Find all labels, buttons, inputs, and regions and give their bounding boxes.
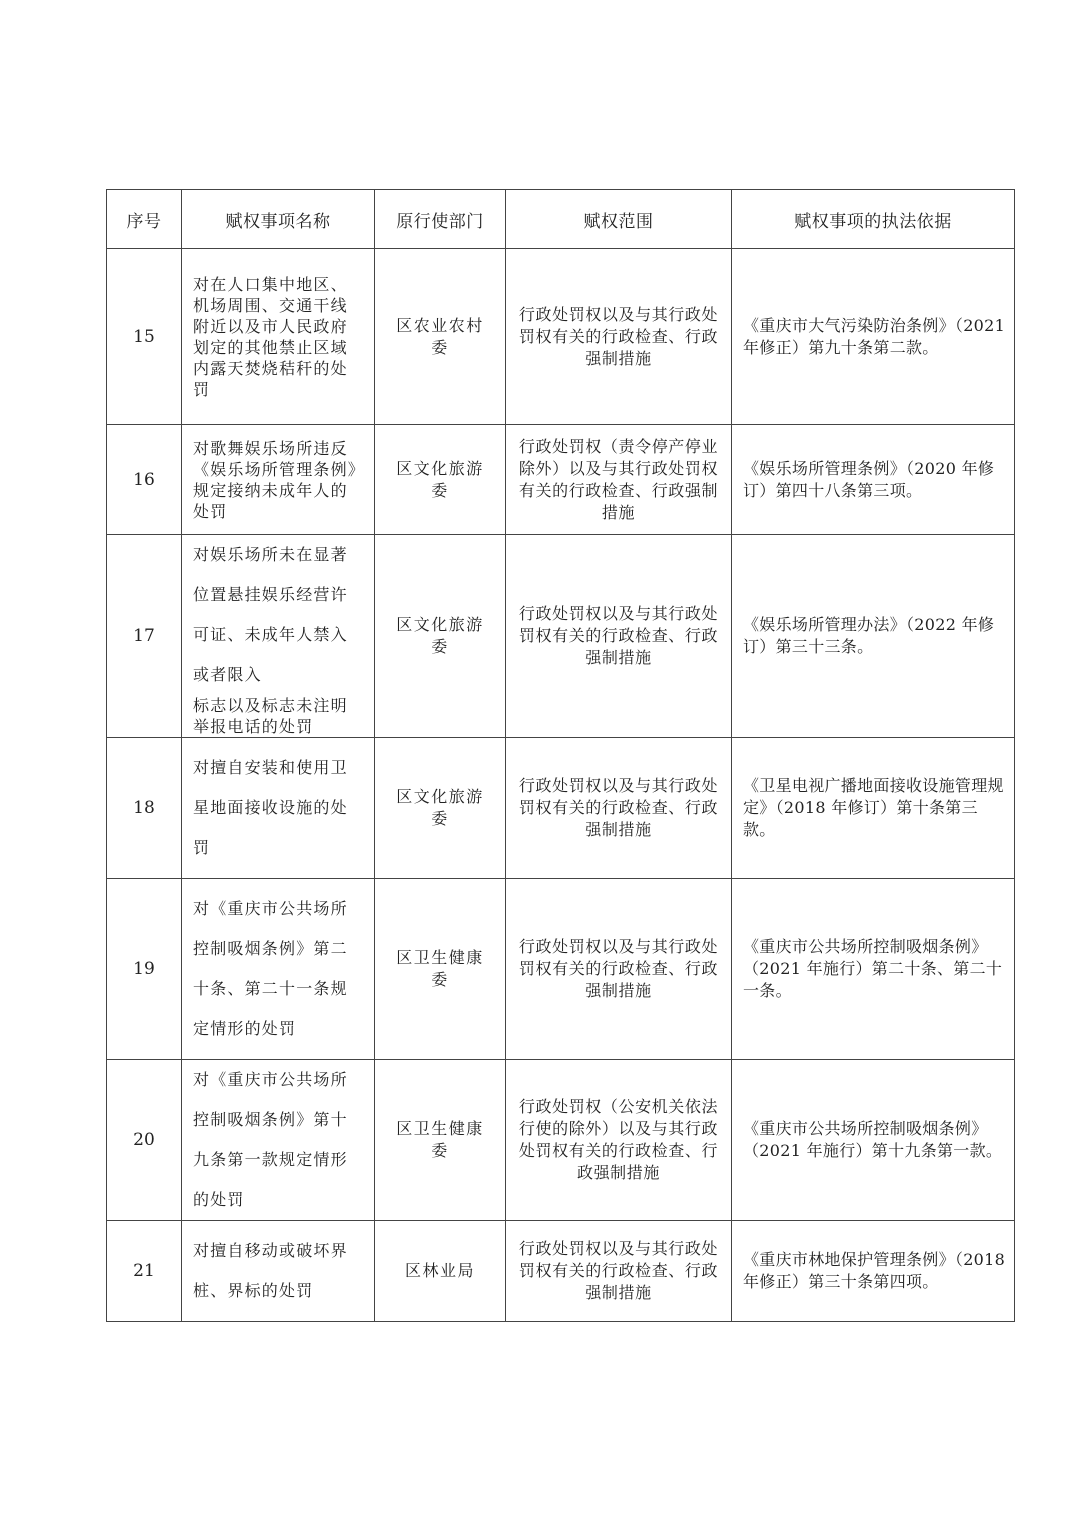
- original-department: 区文化旅游委: [375, 535, 506, 738]
- item-name: 对《重庆市公共场所控制吸烟条例》第二十条、第二十一条规定情形的处罚: [182, 879, 375, 1060]
- empowerment-scope: 行政处罚权（公安机关依法行使的除外）以及与其行政处罚权有关的行政检查、行政强制措施: [506, 1060, 732, 1221]
- header-basis: 赋权事项的执法依据: [732, 190, 1015, 249]
- empowerment-scope: 行政处罚权以及与其行政处罚权有关的行政检查、行政强制措施: [506, 1221, 732, 1322]
- original-department: 区卫生健康委: [375, 1060, 506, 1221]
- header-no: 序号: [107, 190, 182, 249]
- legal-basis: 《重庆市林地保护管理条例》（2018 年修正）第三十条第四项。: [732, 1221, 1015, 1322]
- original-department: 区文化旅游委: [375, 738, 506, 879]
- row-number: 18: [107, 738, 182, 879]
- empowerment-scope: 行政处罚权（责令停产停业除外）以及与其行政处罚权有关的行政检查、行政强制措施: [506, 425, 732, 535]
- empowerment-items-table: [106, 189, 1015, 1322]
- table-row: [107, 879, 1015, 1060]
- legal-basis: 《重庆市公共场所控制吸烟条例》（2021 年施行）第十九条第一款。: [732, 1060, 1015, 1221]
- row-number: 17: [107, 535, 182, 738]
- empowerment-scope: 行政处罚权以及与其行政处罚权有关的行政检查、行政强制措施: [506, 249, 732, 425]
- item-name: [182, 535, 375, 738]
- item-name: 对歌舞娱乐场所违反《娱乐场所管理条例》规定接纳未成年人的处罚: [182, 425, 375, 535]
- header-scope: 赋权范围: [506, 190, 732, 249]
- item-name: 对在人口集中地区、机场周围、交通干线附近以及市人民政府划定的其他禁止区域内露天焚烧秸秆的处罚: [182, 249, 375, 425]
- row-number: 16: [107, 425, 182, 535]
- legal-basis: 《娱乐场所管理条例》（2020 年修订）第四十八条第三项。: [732, 425, 1015, 535]
- legal-basis: 《卫星电视广播地面接收设施管理规定》（2018 年修订）第十条第三款。: [732, 738, 1015, 879]
- original-department: 区林业局: [375, 1221, 506, 1322]
- table-row: [107, 249, 1015, 425]
- header-name: 赋权事项名称: [182, 190, 375, 249]
- empowerment-scope: 行政处罚权以及与其行政处罚权有关的行政检查、行政强制措施: [506, 535, 732, 738]
- table-row: [107, 425, 1015, 535]
- legal-basis: 《娱乐场所管理办法》（2022 年修订）第三十三条。: [732, 535, 1015, 738]
- original-department: 区农业农村委: [375, 249, 506, 425]
- table-row: [107, 1221, 1015, 1322]
- item-name-part: 对娱乐场所未在显著位置悬挂娱乐经营许可证、未成年人禁入或者限入: [193, 545, 348, 684]
- row-number: 19: [107, 879, 182, 1060]
- table-row: [107, 738, 1015, 879]
- item-name: 对擅自移动或破坏界桩、界标的处罚: [182, 1221, 375, 1322]
- table-row: [107, 1060, 1015, 1221]
- row-number: 21: [107, 1221, 182, 1322]
- original-department: 区文化旅游委: [375, 425, 506, 535]
- empowerment-scope: 行政处罚权以及与其行政处罚权有关的行政检查、行政强制措施: [506, 738, 732, 879]
- empowerment-scope: 行政处罚权以及与其行政处罚权有关的行政检查、行政强制措施: [506, 879, 732, 1060]
- legal-basis: 《重庆市公共场所控制吸烟条例》（2021 年施行）第二十条、第二十一条。: [732, 879, 1015, 1060]
- item-name: 对擅自安装和使用卫星地面接收设施的处罚: [182, 738, 375, 879]
- original-department: 区卫生健康委: [375, 879, 506, 1060]
- table-header-row: [107, 190, 1015, 249]
- item-name: 对《重庆市公共场所控制吸烟条例》第十九条第一款规定情形的处罚: [182, 1060, 375, 1221]
- row-number: 15: [107, 249, 182, 425]
- item-name-part: 标志以及标志未注明举报电话的处罚: [193, 696, 348, 736]
- row-number: 20: [107, 1060, 182, 1221]
- legal-basis: 《重庆市大气污染防治条例》（2021 年修正）第九十条第二款。: [732, 249, 1015, 425]
- header-dept: 原行使部门: [375, 190, 506, 249]
- table-row: [107, 535, 1015, 738]
